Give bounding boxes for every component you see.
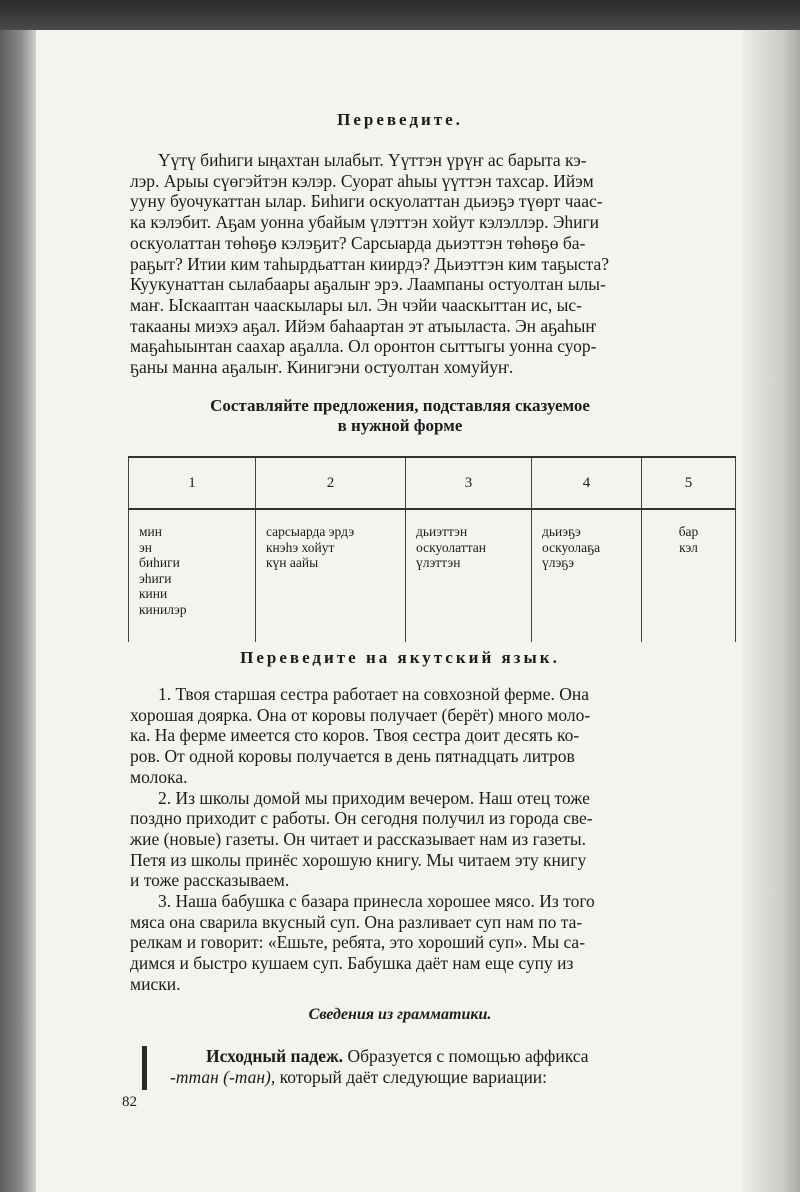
text-line: 1. Твоя старшая сестра работает на совхозной ферме. Она <box>158 684 590 704</box>
grammar-term: Исходный падеж. <box>206 1046 344 1066</box>
text-line: маҕаһыынтан саахар аҕалла. Ол оронтон сыттыгы уонна суор- <box>130 336 597 357</box>
text-line: жие (новые) газеты. Он читает и рассказывает нам из газеты. <box>130 828 586 849</box>
text-line: миски. <box>130 973 181 994</box>
table-row <box>129 509 736 642</box>
column-header: 1 <box>129 457 256 509</box>
exercise-1-text <box>130 150 738 378</box>
margin-bar <box>142 1046 147 1090</box>
exercise-3-text <box>130 684 738 995</box>
exercise-3-title: Переведите на якутский язык. <box>240 648 560 667</box>
text-line: оскуолаттан төһөҕө кэлэҕит? Сарсыарда дьиэттэн төһөҕө ба- <box>130 232 586 253</box>
cell-word: үлэттэн <box>416 555 461 571</box>
text-line: 2. Из школы домой мы приходим вечером. Наш отец тоже <box>158 787 590 808</box>
column-header: 2 <box>256 457 406 509</box>
text-line: поздно приходит с работы. Он сегодня получил из города све- <box>130 808 593 829</box>
table-cell-pronouns <box>129 509 256 642</box>
text-line: ка. На ферме имеется сто коров. Твоя сестра доит десять ко- <box>130 725 580 746</box>
grammar-affix: -ттан (-тан), <box>170 1066 276 1087</box>
text-line: молока. <box>130 766 188 787</box>
text-line: ров. От одной коровы получается в день пятнадцать литров <box>130 746 575 767</box>
text-line: хорошая доярка. Она от коровы получает (берёт) много моло- <box>130 704 591 725</box>
cell-word: бар <box>678 524 699 539</box>
text-line: мяса она сварила вкусный суп. Она разливает суп нам по та- <box>130 911 583 932</box>
cell-word: оскуолаҕа <box>542 539 601 555</box>
text-line: и тоже рассказываем. <box>130 870 290 891</box>
table-cell-time <box>256 509 406 642</box>
text-line: Петя из школы принёс хорошую книгу. Мы читаем эту книгу <box>130 849 587 870</box>
text-line: димся и быстро кушаем суп. Бабушка даёт нам еще супу из <box>130 953 574 974</box>
cell-word: мин <box>139 524 162 539</box>
cell-word: эһиги <box>139 570 172 586</box>
table-cell-verbs <box>642 509 736 642</box>
text-line: Үүтү биһиги ыңахтан ылабыт. Үүттэн үрүҥ ас барыта кэ- <box>158 150 587 170</box>
exercise-1-title: Переведите. <box>337 110 463 129</box>
column-header: 5 <box>642 457 736 509</box>
text-line: раҕыт? Итии ким таһырдьаттан киирдэ? Дьиэттэн ким таҕыста? <box>130 253 610 274</box>
text-line: ууну буочукаттан ылар. Биһиги оскуолаттан дьиэҕэ түөрт чаас- <box>130 191 603 212</box>
cell-word: эн <box>139 539 153 555</box>
cell-word: биһиги <box>139 555 180 571</box>
cell-word: дьиэҕэ <box>542 524 581 539</box>
cell-word: кини <box>139 586 168 602</box>
grammar-title: Сведения из грамматики. <box>308 1006 492 1023</box>
text-line: ка кэлэбит. Аҕам уонна убайым үлэттэн хойут кэлэллэр. Эһиги <box>130 212 600 233</box>
text-line: лэр. Арыы сүөгэйтэн кэлэр. Суорат аһыы үүттэн тахсар. Ийэм <box>130 170 594 191</box>
grammar-text <box>170 1046 738 1087</box>
text-line: релкам и говорит: «Ешьте, ребята, это хороший суп». Мы са- <box>130 932 586 953</box>
cell-word: кнэһэ хойут <box>266 539 335 555</box>
cell-word: сарсыарда эрдэ <box>266 524 355 539</box>
text-line: Куукунаттан сылабаары аҕалыҥ эрэ. Лаампаны остуолтан ылы- <box>130 274 606 295</box>
table-header-row <box>129 457 736 509</box>
cell-word: кинилэр <box>139 601 187 617</box>
scan-top-edge <box>0 0 800 30</box>
table-cell-dative <box>532 509 642 642</box>
cell-word: үлэҕэ <box>542 555 575 571</box>
cell-word: күн аайы <box>266 555 319 571</box>
grammar-text-1: Образуется с помощью аффикса <box>343 1046 589 1066</box>
page-number: 82 <box>122 1094 137 1110</box>
cell-word: оскуолаттан <box>416 539 486 555</box>
text-line: ҕаны манна аҕалыҥ. Кинигэни остуолтан хомуйуҥ. <box>130 357 514 378</box>
grammar-text-2: который даёт следующие вариации: <box>275 1066 548 1087</box>
cell-word: кэл <box>679 539 698 555</box>
substitution-table <box>128 456 736 642</box>
text-line: 3. Наша бабушка с базара принесла хорошее мясо. Из того <box>158 891 595 912</box>
text-line: такааны миэхэ аҕал. Ийэм баһаартан эт атыыласта. Эн аҕаһыҥ <box>130 315 597 336</box>
table-cell-ablative <box>406 509 532 642</box>
column-header: 3 <box>406 457 532 509</box>
exercise-2-title-line-1: Составляйте предложения, подставляя сказуемое <box>210 396 590 415</box>
cell-word: дьиэттэн <box>416 524 468 539</box>
column-header: 4 <box>532 457 642 509</box>
text-line: маҥ. Ыскааптан чааскылары ыл. Эн чэйи чааскыттан ис, ыс- <box>130 294 582 315</box>
exercise-2-title-line-2: в нужной форме <box>337 416 463 435</box>
